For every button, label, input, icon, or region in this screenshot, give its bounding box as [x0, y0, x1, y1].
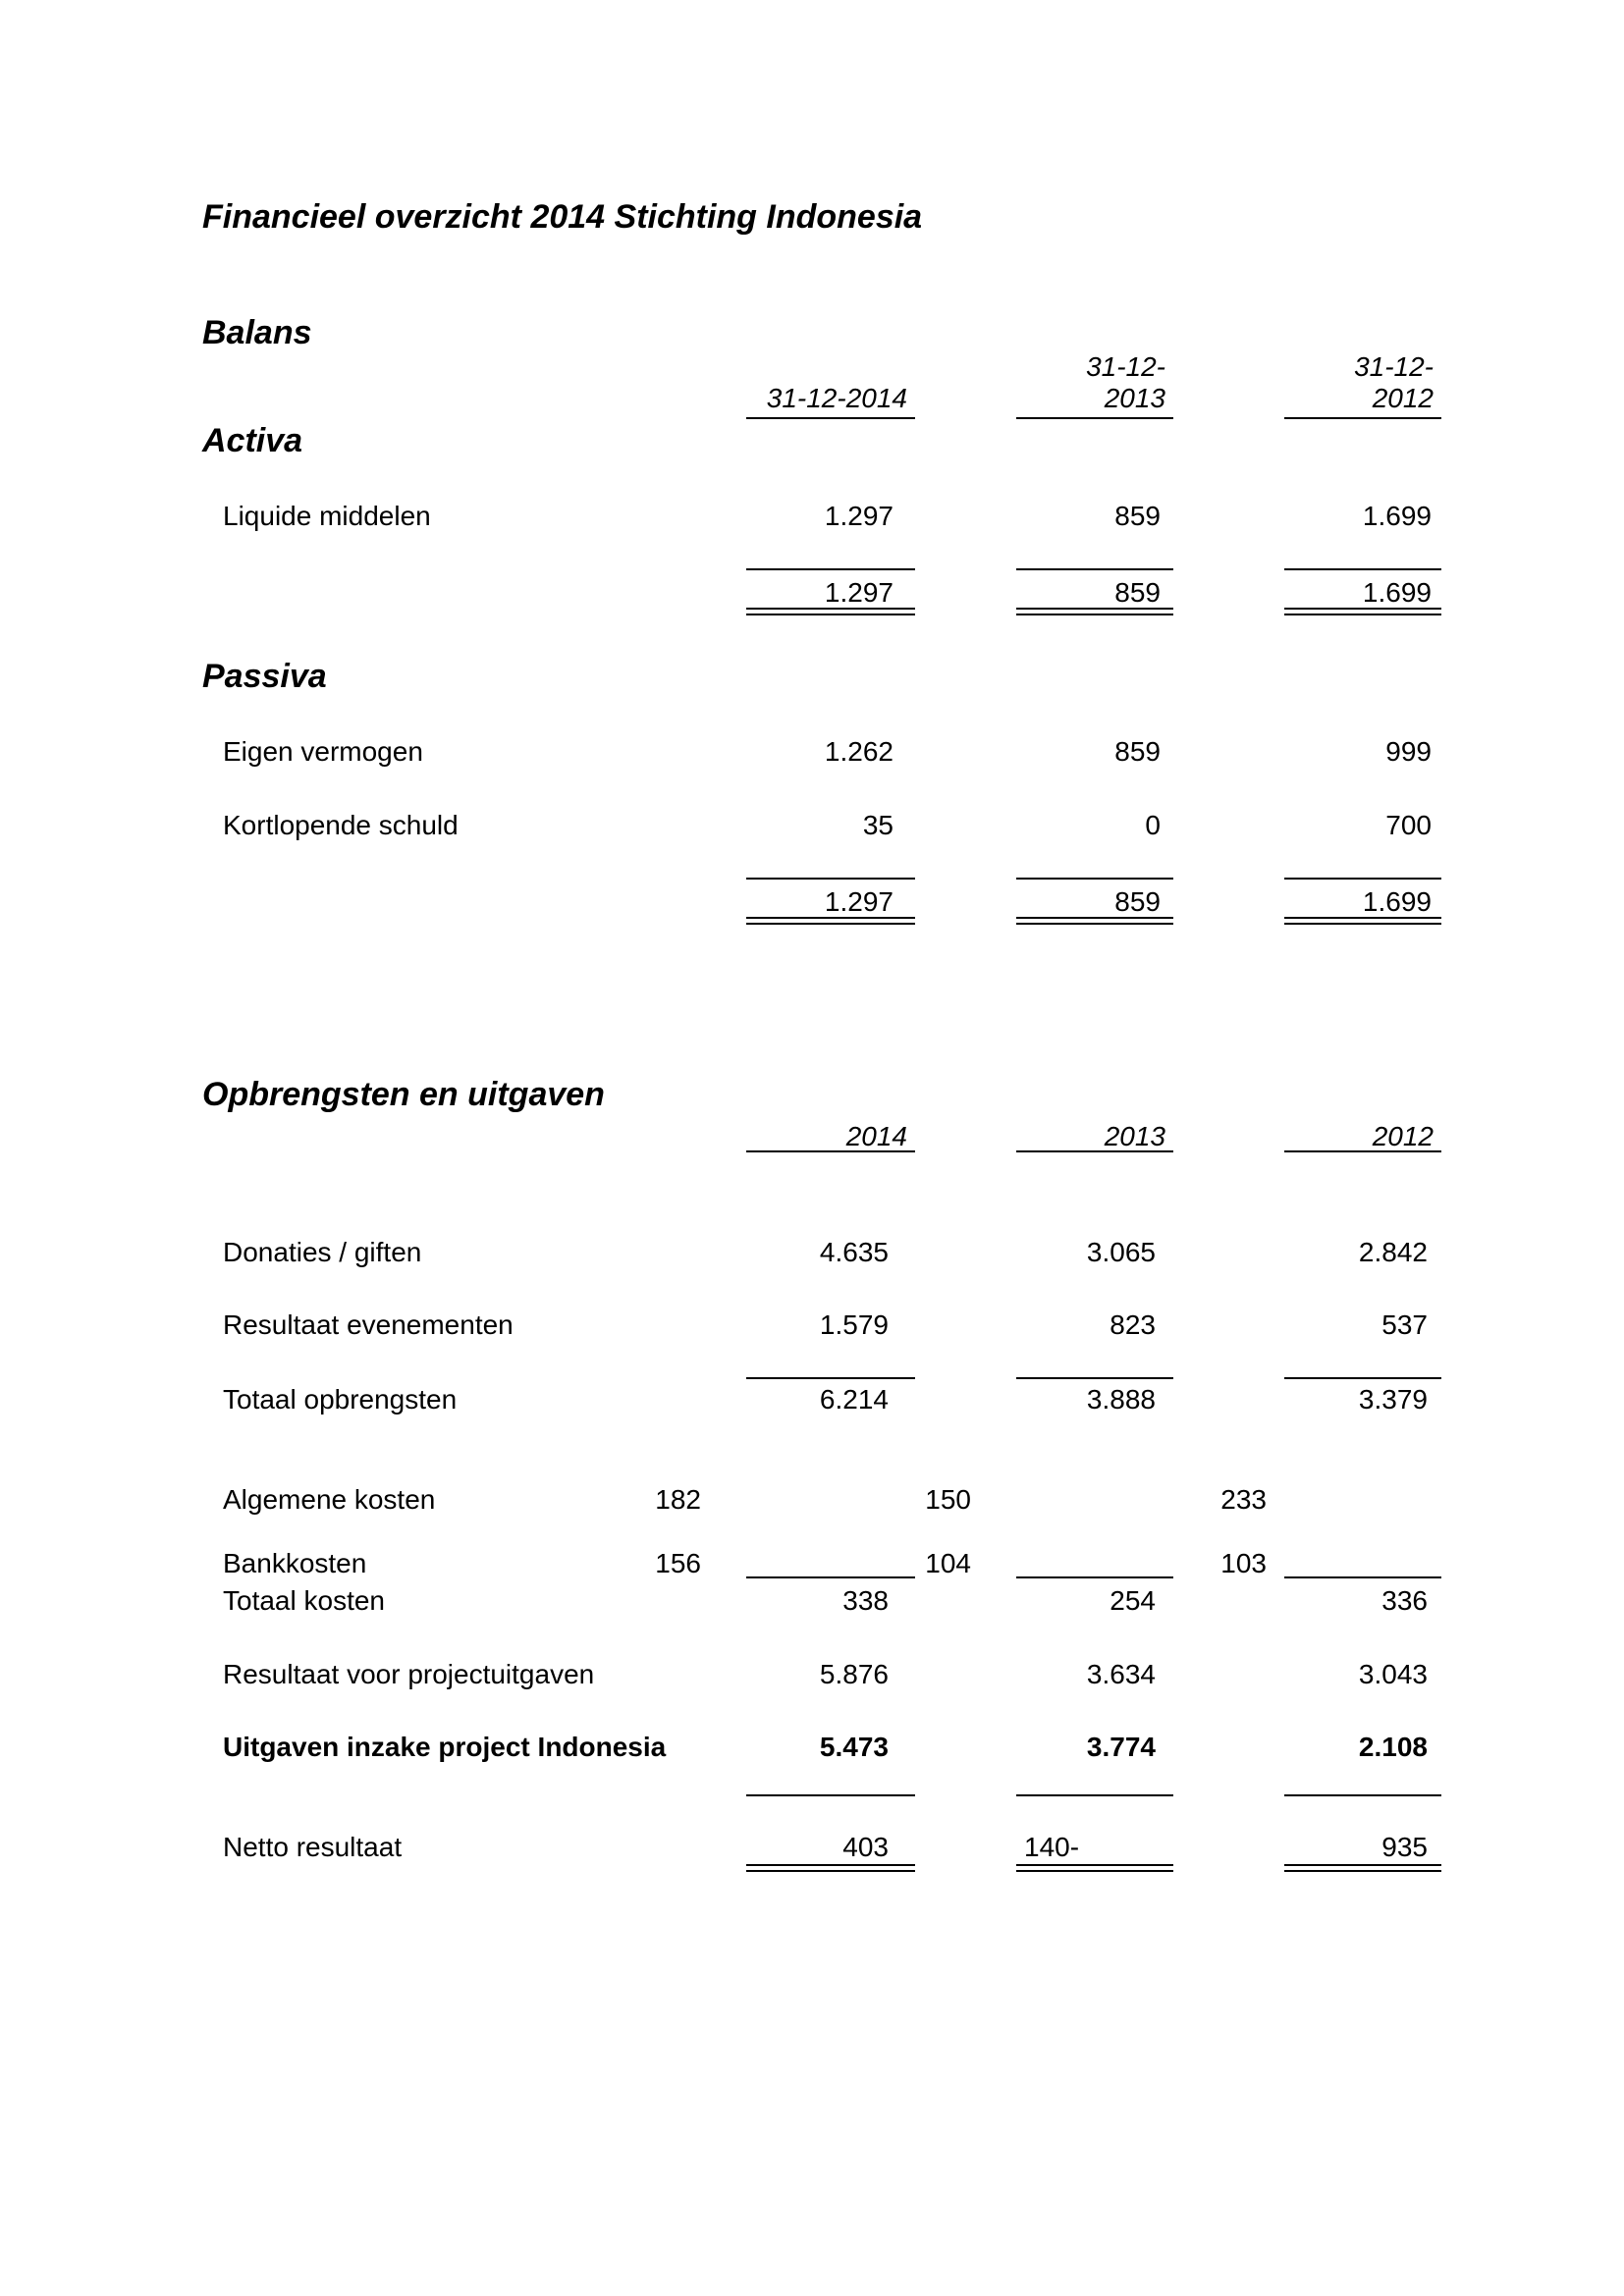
value-cell: 2.842 — [1358, 1237, 1428, 1267]
activa-heading: Activa — [202, 422, 303, 459]
header-underline — [1016, 417, 1173, 419]
value-cell: 6.214 — [819, 1384, 889, 1415]
value-cell: 3.043 — [1358, 1659, 1428, 1689]
row-label-donaties: Donaties / giften — [223, 1237, 422, 1267]
passiva-total-2014: 1.297 — [824, 886, 893, 917]
value-cell: 5.876 — [819, 1659, 889, 1689]
double-underline — [1284, 1864, 1441, 1872]
value-cell: 5.473 — [819, 1732, 889, 1762]
value-cell: 935 — [1381, 1832, 1428, 1862]
subtotal-line — [746, 878, 915, 880]
row-label-kortlopende-schuld: Kortlopende schuld — [223, 810, 459, 840]
balans-col-header-2014: 31-12-2014 — [766, 383, 907, 413]
subtotal-line — [746, 1794, 915, 1796]
activa-total-2012: 1.699 — [1362, 577, 1432, 608]
value-cell: 3.379 — [1358, 1384, 1428, 1415]
value-cell: 999 — [1385, 736, 1432, 767]
value-cell: 35 — [862, 810, 893, 840]
subtotal-line — [746, 568, 915, 570]
subtotal-line — [1284, 1377, 1441, 1379]
row-label-totaal-opbrengsten: Totaal opbrengsten — [223, 1384, 458, 1415]
subtotal-line — [1284, 878, 1441, 880]
balans-col-header-2012: 31-12- 2012 — [1354, 351, 1434, 413]
row-label-netto-resultaat: Netto resultaat — [223, 1832, 403, 1862]
header-underline — [1284, 417, 1441, 419]
subtotal-line — [1016, 1576, 1173, 1578]
value-cell: 1.699 — [1362, 501, 1432, 531]
header-underline — [746, 1150, 915, 1152]
resultaat-col-header-2013: 2013 — [1104, 1121, 1165, 1151]
resultaat-col-header-2012: 2012 — [1372, 1121, 1434, 1151]
value-cell: 150 — [925, 1484, 971, 1515]
value-cell: 1.297 — [824, 501, 893, 531]
value-cell: 3.065 — [1086, 1237, 1156, 1267]
value-cell: 254 — [1110, 1585, 1156, 1616]
balans-heading: Balans — [202, 314, 312, 351]
resultaat-col-header-2014: 2014 — [845, 1121, 907, 1151]
header-underline — [1016, 1150, 1173, 1152]
value-cell: 3.888 — [1086, 1384, 1156, 1415]
value-cell: 156 — [655, 1548, 701, 1578]
row-label-evenementen: Resultaat evenementen — [223, 1309, 514, 1340]
double-underline — [1284, 917, 1441, 925]
subtotal-line — [746, 1576, 915, 1578]
double-underline — [1016, 917, 1173, 925]
value-cell: 182 — [655, 1484, 701, 1515]
value-cell: 859 — [1114, 501, 1161, 531]
activa-total-2014: 1.297 — [824, 577, 893, 608]
value-cell: 537 — [1381, 1309, 1428, 1340]
value-cell: 0 — [1145, 810, 1161, 840]
row-label-algemene-kosten: Algemene kosten — [223, 1484, 436, 1515]
value-cell: 1.579 — [819, 1309, 889, 1340]
double-underline — [1016, 1864, 1173, 1872]
value-cell: 1.262 — [824, 736, 893, 767]
row-label-resultaat-voor-projectuitgaven: Resultaat voor projectuitgaven — [223, 1659, 595, 1689]
subtotal-line — [1016, 1377, 1173, 1379]
value-cell: 700 — [1385, 810, 1432, 840]
value-cell: 140- — [1024, 1832, 1080, 1862]
header-underline — [1284, 1150, 1441, 1152]
row-label-uitgaven-project: Uitgaven inzake project Indonesia — [223, 1732, 667, 1762]
value-cell: 233 — [1220, 1484, 1267, 1515]
value-cell: 336 — [1381, 1585, 1428, 1616]
double-underline — [746, 1864, 915, 1872]
activa-total-2013: 859 — [1114, 577, 1161, 608]
double-underline — [746, 608, 915, 615]
double-underline — [1016, 608, 1173, 615]
header-underline — [746, 417, 915, 419]
subtotal-line — [746, 1377, 915, 1379]
value-cell: 3.634 — [1086, 1659, 1156, 1689]
value-cell: 4.635 — [819, 1237, 889, 1267]
value-cell: 338 — [842, 1585, 889, 1616]
value-cell: 2.108 — [1358, 1732, 1428, 1762]
passiva-total-2012: 1.699 — [1362, 886, 1432, 917]
subtotal-line — [1016, 1794, 1173, 1796]
passiva-total-2013: 859 — [1114, 886, 1161, 917]
value-cell: 403 — [842, 1832, 889, 1862]
resultaat-heading: Opbrengsten en uitgaven — [202, 1076, 605, 1113]
value-cell: 859 — [1114, 736, 1161, 767]
subtotal-line — [1284, 568, 1441, 570]
row-label-totaal-kosten: Totaal kosten — [223, 1585, 385, 1616]
row-label-liquide-middelen: Liquide middelen — [223, 501, 431, 531]
page-title: Financieel overzicht 2014 Stichting Indonesia — [202, 198, 923, 236]
value-cell: 103 — [1220, 1548, 1267, 1578]
subtotal-line — [1284, 1794, 1441, 1796]
subtotal-line — [1284, 1576, 1441, 1578]
row-label-bankkosten: Bankkosten — [223, 1548, 367, 1578]
row-label-eigen-vermogen: Eigen vermogen — [223, 736, 423, 767]
passiva-heading: Passiva — [202, 658, 327, 695]
balans-col-header-2013: 31-12- 2013 — [1086, 351, 1165, 413]
double-underline — [1284, 608, 1441, 615]
subtotal-line — [1016, 878, 1173, 880]
value-cell: 104 — [925, 1548, 971, 1578]
value-cell: 823 — [1110, 1309, 1156, 1340]
double-underline — [746, 917, 915, 925]
value-cell: 3.774 — [1086, 1732, 1156, 1762]
subtotal-line — [1016, 568, 1173, 570]
